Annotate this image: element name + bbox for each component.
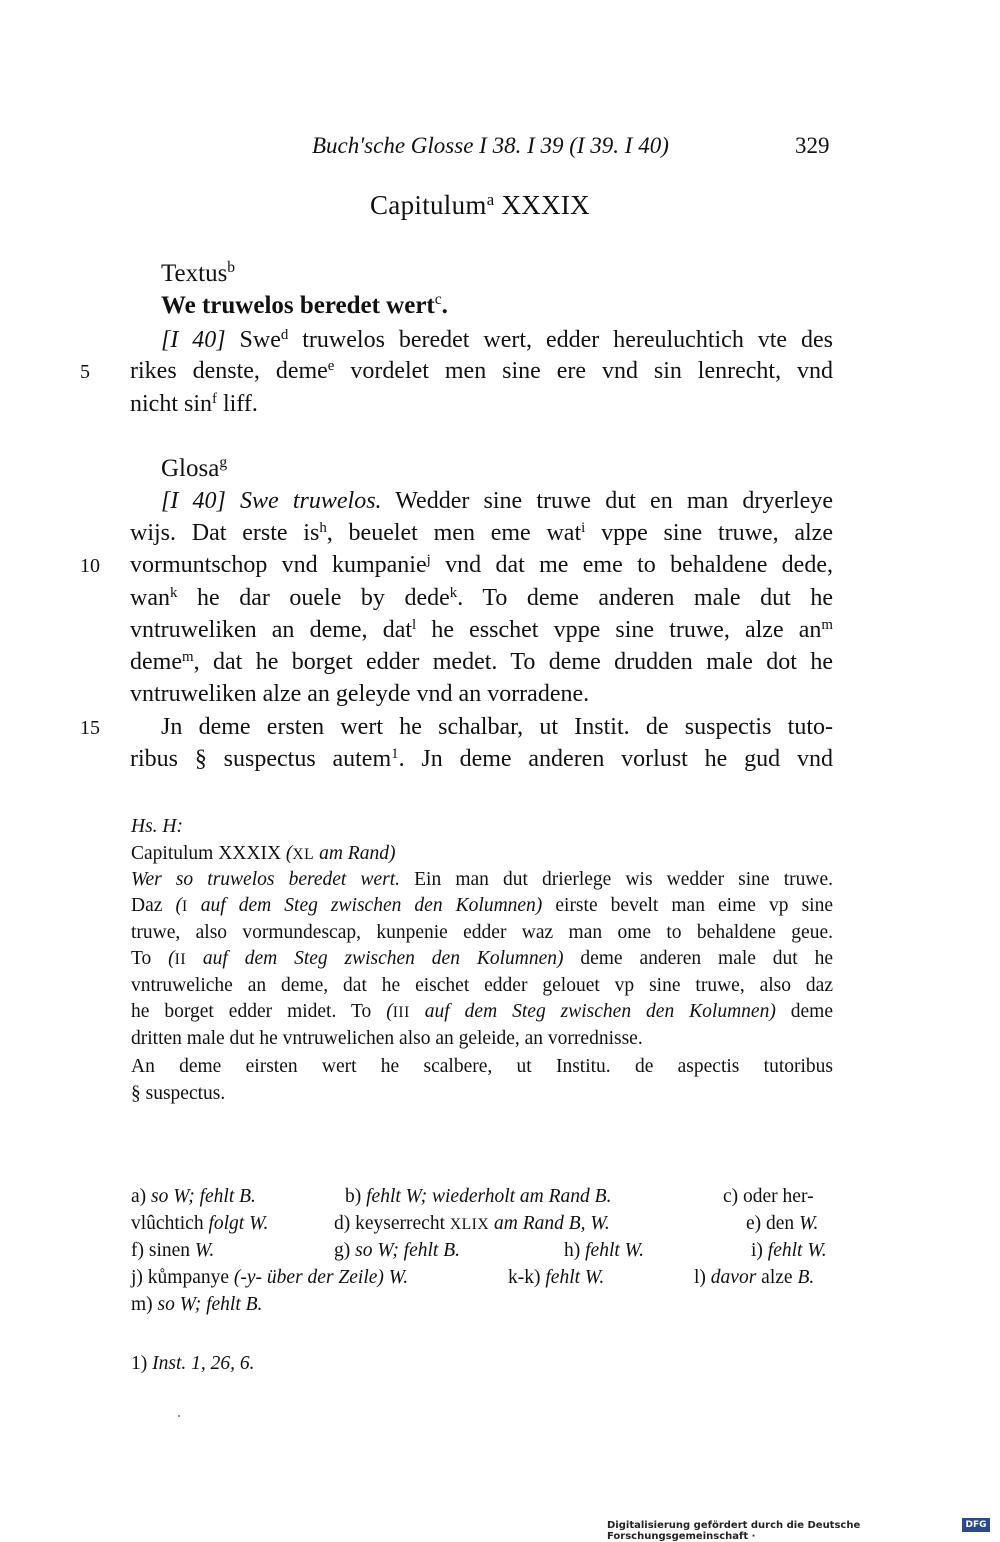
page-number: 329 <box>795 133 830 158</box>
footnote-mark: c <box>434 291 442 309</box>
apparatus-note-i <box>751 1238 827 1264</box>
apparatus-key: g) <box>334 1240 356 1261</box>
chapter-numeral: XXXIX <box>501 190 590 220</box>
text-segment: Daz <box>131 895 176 916</box>
manuscript-line <box>131 867 833 893</box>
apparatus-note: W. <box>194 1240 215 1261</box>
text-line <box>130 388 833 420</box>
text-segment: To <box>131 948 169 969</box>
footnote-mark: m <box>181 648 194 665</box>
apparatus-note: W. <box>799 1213 819 1234</box>
footnote-mark: l <box>412 616 417 633</box>
text-segment: dritten male dut he vntruwelichen also an geleide, an vorrednisse. <box>131 1028 643 1049</box>
text-segment: An deme eirsten wert he scalbere, ut Institu. de aspectis tutoribus <box>131 1056 833 1077</box>
footnote-mark: d <box>280 326 289 343</box>
footnote-mark: e <box>327 357 335 374</box>
chapter-title <box>0 190 960 221</box>
text-segment: III <box>392 1004 410 1021</box>
text-segment: ( <box>285 843 293 864</box>
apparatus-note-c <box>723 1184 814 1210</box>
apparatus-key: a) <box>131 1186 152 1207</box>
text-segment: Capitulum XXXIX <box>131 843 286 864</box>
footnote-mark: k <box>169 584 178 601</box>
source-text: Inst. 1, 26, 6. <box>152 1353 255 1374</box>
text-segment: he dar ouele by dede <box>177 585 450 611</box>
apparatus-text: sinen <box>148 1240 195 1261</box>
footnote-mark: f <box>212 390 217 407</box>
line-number: 15 <box>80 717 100 739</box>
text-segment: I <box>181 898 188 915</box>
apparatus-key: m) <box>131 1294 158 1315</box>
apparatus-key: l) <box>694 1267 711 1288</box>
apparatus-key: d) <box>334 1213 356 1234</box>
text-segment: vordelet men sine ere vnd sin lenrecht, vnd <box>334 358 834 384</box>
text-line <box>130 517 833 549</box>
apparatus-note-j <box>131 1265 408 1291</box>
text-segment: . To deme anderen male dut he <box>457 585 833 611</box>
text-line <box>130 743 833 775</box>
apparatus-key: c) <box>723 1186 744 1207</box>
text-line <box>130 678 833 710</box>
text-segment: he esschet vppe sine truwe, alze an <box>416 617 822 643</box>
footnote-mark: b <box>227 259 236 277</box>
text-segment: , dat he borget edder medet. To deme drudden male dot he <box>193 649 833 675</box>
text-segment: XL <box>292 846 315 863</box>
apparatus-key: h) <box>564 1240 586 1261</box>
text-line <box>130 614 833 646</box>
apparatus-text: fehlt W; wiederholt am Rand B. <box>366 1186 612 1207</box>
line-number: 10 <box>80 555 100 577</box>
apparatus-key: j) <box>131 1267 148 1288</box>
text-segment: vppe sine truwe, alze <box>585 520 833 546</box>
text-segment: wijs. Dat erste is <box>130 520 320 546</box>
text-segment: . Jn deme anderen vorlust he gud vnd <box>398 746 833 772</box>
textus-title <box>161 290 448 322</box>
apparatus-note-m <box>131 1292 262 1318</box>
text-segment: ( <box>386 1001 393 1022</box>
text-segment: ( <box>168 948 175 969</box>
text-segment: Jn deme ersten wert he schalbar, ut Instit. de suspectis tuto- <box>161 714 833 740</box>
text-segment: Swe <box>225 327 281 353</box>
glosa-heading <box>161 453 227 485</box>
apparatus-text: fehlt W. <box>545 1267 605 1288</box>
apparatus-note: folgt W. <box>208 1213 269 1234</box>
apparatus-key: f) <box>131 1240 149 1261</box>
apparatus-sc: XLIX <box>449 1216 490 1233</box>
manuscript-line <box>131 920 833 946</box>
text-segment: Wer so truwelos beredet wert. <box>131 869 400 890</box>
text-line <box>130 355 833 387</box>
footnote-mark: a <box>486 189 495 209</box>
apparatus-key: i) <box>751 1240 768 1261</box>
lemma: Swe truwelos. <box>225 488 382 514</box>
source-note <box>131 1351 834 1377</box>
text-line <box>161 485 833 517</box>
text-line <box>130 549 833 581</box>
apparatus-text: fehlt W. <box>767 1240 827 1261</box>
text-segment: rikes denste, deme <box>130 358 328 384</box>
manuscript-line <box>131 1026 833 1052</box>
apparatus-text: fehlt W. <box>585 1240 644 1261</box>
apparatus-end: B. <box>797 1267 815 1288</box>
apparatus-note-b <box>345 1184 611 1210</box>
apparatus-key: e) <box>746 1213 767 1234</box>
manuscript-line <box>131 1054 833 1080</box>
apparatus-text: oder her- <box>743 1186 814 1207</box>
footnote-mark: j <box>426 551 431 568</box>
manuscript-line <box>131 999 833 1026</box>
manuscript-line <box>131 841 833 868</box>
source-mark: 1 <box>391 745 399 762</box>
footnote-mark: g <box>219 454 228 472</box>
apparatus-note-l <box>694 1265 814 1291</box>
text-segment: vntruweliche an deme, dat he eischet edder gelouet vp sine truwe, also daz <box>131 975 833 996</box>
apparatus-note: (-y- über der Zeile) W. <box>233 1267 409 1288</box>
text-segment: deme anderen male dut he <box>563 948 833 969</box>
text-line <box>161 324 833 356</box>
manuscript-line <box>131 973 833 999</box>
running-head: Buch'sche Glosse I 38. I 39 (I 39. I 40) <box>312 133 669 158</box>
manuscript-label-text: Hs. H: <box>131 816 183 837</box>
manuscript-line <box>131 1081 833 1107</box>
text-segment: truwelos beredet wert, edder hereuluchtich vte des <box>288 327 833 353</box>
text-segment: liff. <box>216 391 258 417</box>
textus-title-end: . <box>441 292 448 319</box>
text-segment: deme <box>775 1001 834 1022</box>
textus-heading-text: Textus <box>161 260 228 287</box>
text-line <box>130 582 833 614</box>
apparatus-note-f <box>131 1238 214 1264</box>
text-segment: vormuntschop vnd kumpanie <box>130 552 427 578</box>
text-segment: Wedder sine truwe dut en man dryerleye <box>381 488 833 514</box>
text-segment: ribus § suspectus autem <box>130 746 392 772</box>
scan-speck <box>178 1415 180 1417</box>
apparatus-text: den <box>766 1213 800 1234</box>
manuscript-label <box>131 814 833 840</box>
apparatus-key: k-k) <box>508 1267 546 1288</box>
apparatus-note-d <box>334 1211 610 1238</box>
apparatus-note-a <box>131 1184 256 1210</box>
apparatus-note: alze <box>756 1267 798 1288</box>
apparatus-note-g <box>334 1238 460 1264</box>
manuscript-line <box>131 946 833 973</box>
text-line <box>161 711 833 743</box>
line-number: 5 <box>80 361 90 383</box>
footnote-mark: i <box>581 519 586 536</box>
footnote-mark: m <box>821 616 833 633</box>
text-segment: vntruweliken an deme, dat <box>130 617 413 643</box>
apparatus-note: am Rand B, W. <box>489 1213 610 1234</box>
text-segment: truwe, also vormundescap, kunpenie edder waz man ome to behaldene geue. <box>131 922 833 943</box>
text-segment: wan <box>130 585 170 611</box>
apparatus-text: so W; fehlt B. <box>157 1294 263 1315</box>
text-segment: he borget edder midet. To <box>131 1001 387 1022</box>
dfg-logo: DFG <box>962 1518 990 1532</box>
footnote-mark: k <box>449 584 458 601</box>
apparatus-text: kůmpanye <box>147 1267 234 1288</box>
ref: [I 40] <box>161 327 226 353</box>
text-segment: vntruweliken alze an geleyde vnd an vorradene. <box>130 681 590 707</box>
apparatus-note-k <box>508 1265 604 1291</box>
text-segment: ( <box>175 895 182 916</box>
apparatus-text: davor <box>710 1267 757 1288</box>
text-segment: deme <box>130 649 182 675</box>
apparatus-text: keyserrecht <box>355 1213 450 1234</box>
glosa-heading-text: Glosa <box>161 455 220 482</box>
apparatus-note-h <box>564 1238 644 1264</box>
text-segment: am Rand) <box>314 843 396 864</box>
apparatus-note-e <box>746 1211 818 1237</box>
text-segment: § suspectus. <box>131 1083 226 1104</box>
apparatus-text: vlûchtich <box>131 1213 209 1234</box>
apparatus-text: so W; fehlt B. <box>355 1240 461 1261</box>
text-segment: II <box>174 951 187 968</box>
text-segment: eirste bevelt man eime vp sine <box>542 895 833 916</box>
text-segment: Ein man dut drierlege wis wedder sine truwe. <box>400 869 833 890</box>
text-segment: auf dem Steg zwischen den Kolumnen) <box>187 895 543 916</box>
footnote-mark: h <box>319 519 327 536</box>
text-segment: auf dem Steg zwischen den Kolumnen) <box>409 1001 776 1022</box>
ref: [I 40] <box>161 488 226 514</box>
textus-heading <box>161 258 235 290</box>
apparatus-text: so W; fehlt B. <box>151 1186 256 1207</box>
manuscript-line <box>131 893 833 920</box>
text-segment: , beuelet men eme wat <box>326 520 582 546</box>
textus-title-text: We truwelos beredet wert <box>161 292 435 319</box>
apparatus-key: b) <box>345 1186 367 1207</box>
chapter-title-text: Capitulum <box>370 190 487 220</box>
digitization-credit: Digitalisierung gefördert durch die Deutsche Forschungsgemeinschaft · <box>607 1520 861 1542</box>
text-segment: nicht sin <box>130 391 212 417</box>
text-segment: vnd dat me eme to behaldene dede, <box>430 552 833 578</box>
apparatus-note-c2 <box>131 1211 268 1237</box>
text-segment: auf dem Steg zwischen den Kolumnen) <box>186 948 564 969</box>
source-key: 1) <box>131 1353 153 1374</box>
text-line <box>130 646 833 678</box>
